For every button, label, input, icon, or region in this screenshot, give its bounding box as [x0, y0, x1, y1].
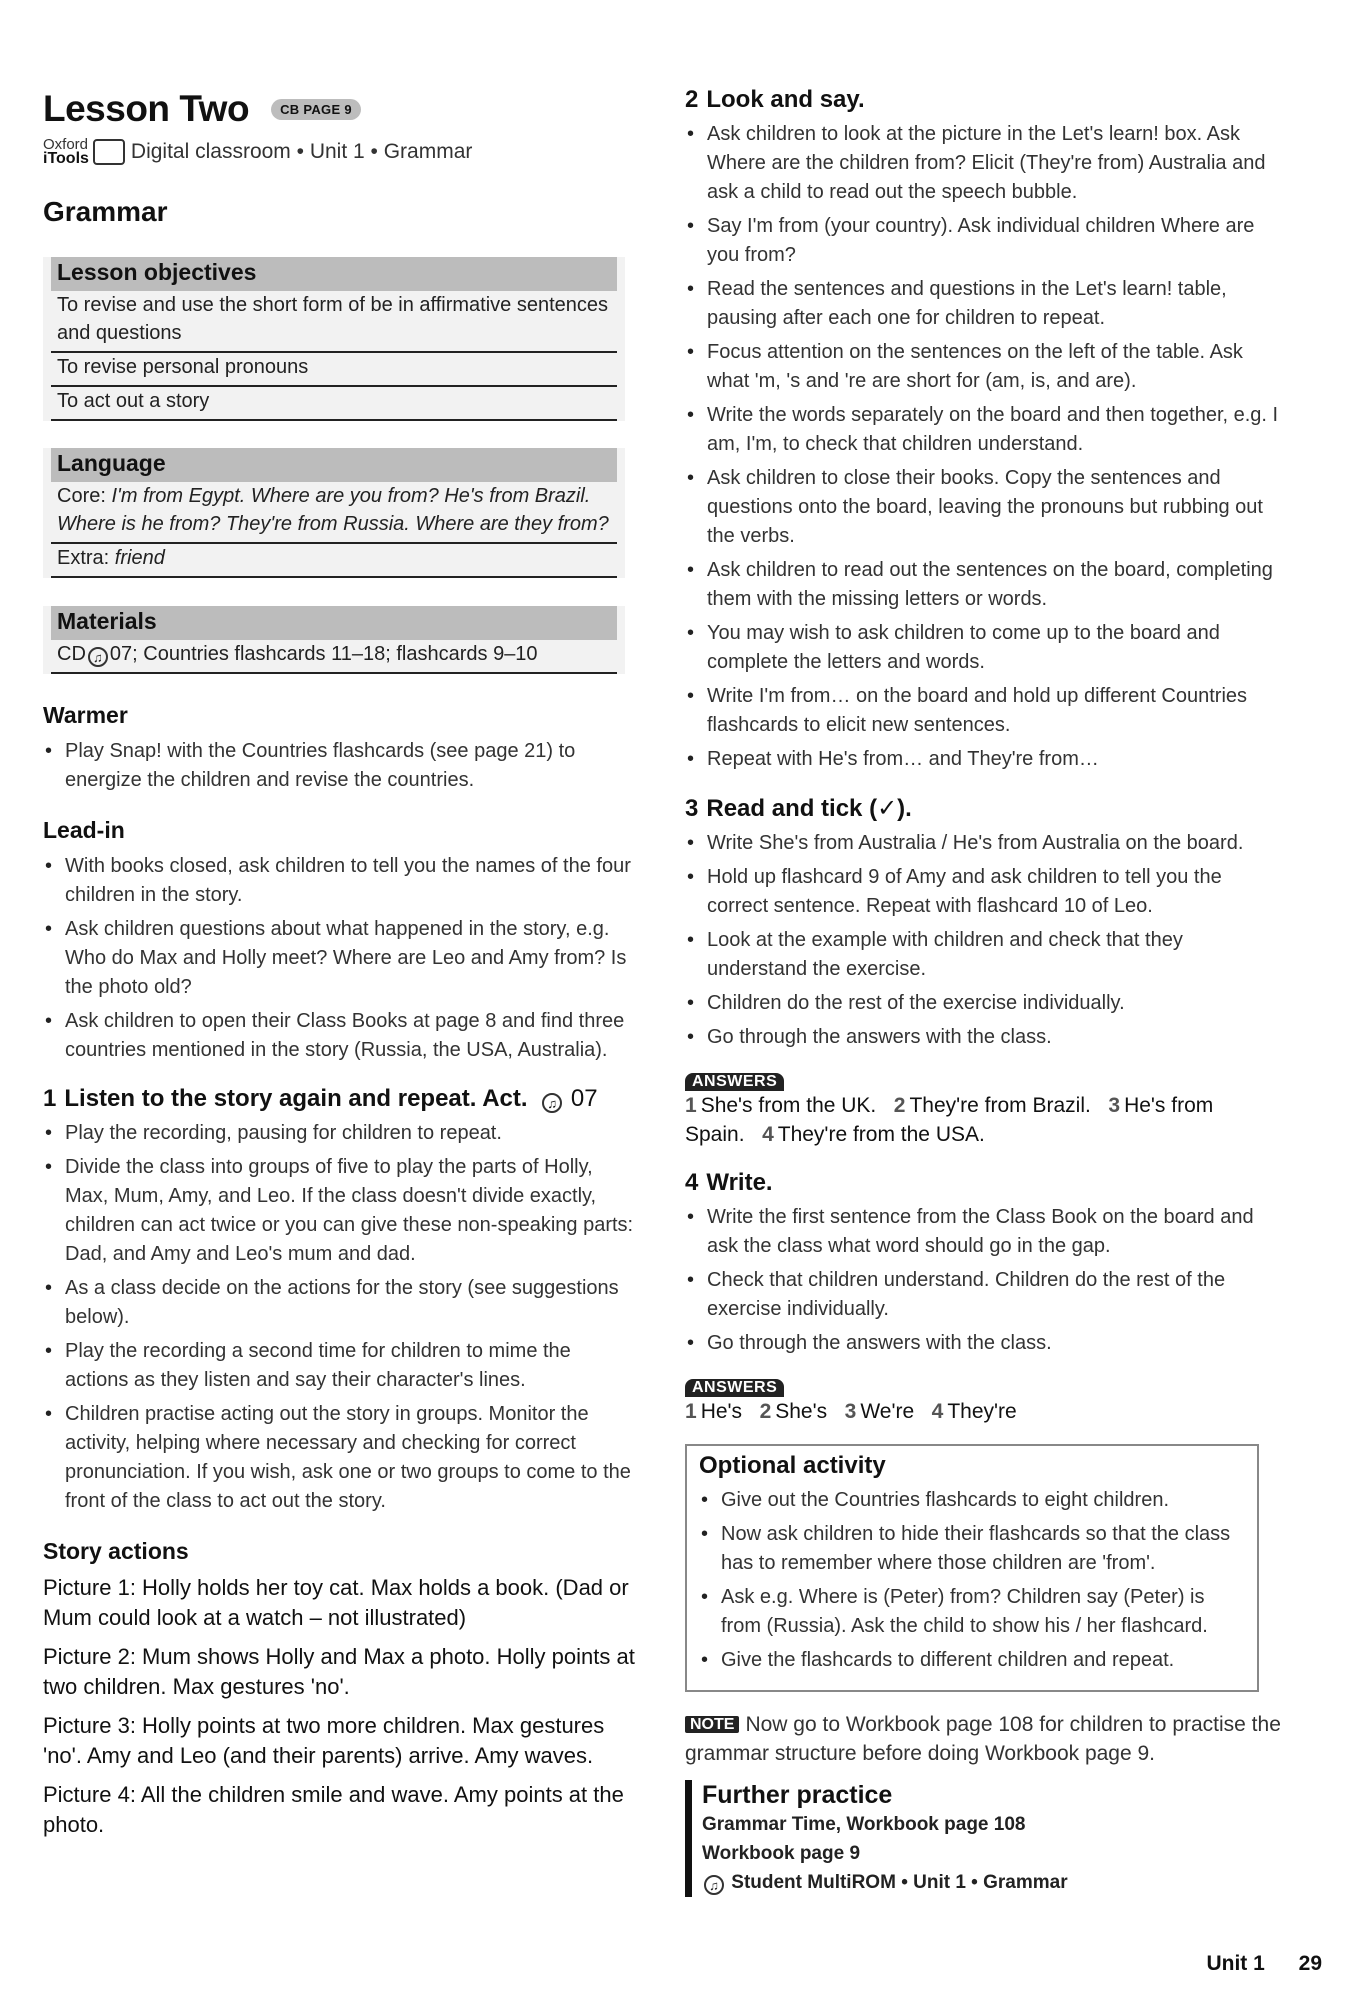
- exercise-4-heading: [685, 1169, 1285, 1197]
- language-core: [51, 482, 617, 544]
- list-item: • Ask children to close their books. Copy the sentences and questions onto the board, leaving the pronouns but rubbing out the verbs.: [685, 464, 1285, 551]
- story-actions: [43, 1573, 635, 1840]
- story-item: Picture 2: Mum shows Holly and Max a photo. Holly points at two children. Max gestures 'no'.: [43, 1644, 635, 1699]
- list-item: • Write I'm from… on the board and hold up different Countries flashcards to elicit new sentences.: [685, 682, 1285, 740]
- answer-text: They're from Brazil.: [909, 1094, 1091, 1117]
- leadin-list: [43, 852, 635, 1065]
- extra-label: Extra:: [57, 547, 115, 569]
- exercise-3-answers: [685, 1091, 1285, 1149]
- exercise-title: Write.: [706, 1169, 773, 1196]
- section-heading: Grammar: [43, 196, 168, 227]
- objective-row: To act out a story: [51, 387, 617, 421]
- screen-icon: [93, 139, 125, 165]
- further-practice-item: [702, 1868, 1285, 1897]
- answer-text: She's: [775, 1400, 828, 1423]
- list-item: • Ask children to open their Class Books at page 8 and find three countries mentioned in the story (Russia, the USA, Australia).: [43, 1007, 635, 1065]
- exercise-2-list: [685, 120, 1285, 774]
- cd-label: CD: [57, 643, 86, 665]
- list-item: • With books closed, ask children to tell you the names of the four children in the story.: [43, 852, 635, 910]
- answer-text: He's: [700, 1400, 743, 1423]
- list-item: • Write the words separately on the board and then together, e.g. I am, I'm, to check that children understand.: [685, 401, 1285, 459]
- answer-text: He's from Spain.: [685, 1094, 1214, 1146]
- materials-row: [51, 640, 617, 674]
- itools-logo: [43, 138, 89, 166]
- exercise-title: Look and say.: [706, 86, 865, 113]
- answer-text: They're: [947, 1400, 1017, 1423]
- page-footer: [1178, 1952, 1322, 1976]
- list-item: • Say I'm from (your country). Ask individual children Where are you from?: [685, 212, 1285, 270]
- exercise-1-list: [43, 1119, 635, 1516]
- story-heading: Story actions: [43, 1538, 189, 1564]
- list-item: • Go through the answers with the class.: [685, 1329, 1285, 1358]
- list-item: • Go through the answers with the class.: [685, 1023, 1285, 1052]
- answer-number: 2: [893, 1094, 906, 1117]
- note-text: Now go to Workbook page 108 for children to practise the grammar structure before doing Workbook page 9.: [685, 1713, 1281, 1765]
- title-row: [43, 88, 361, 130]
- list-item: • Children practise acting out the story in groups. Monitor the activity, helping where necessary and checking for correct pronunciation. If you wish, ask one or two groups to come to the front of the class to act out the story.: [43, 1400, 635, 1516]
- cd-icon: ♫: [88, 647, 108, 667]
- warmer-list: [43, 737, 635, 795]
- answer-text: They're from the USA.: [777, 1123, 985, 1146]
- exercise-4-list: [685, 1203, 1285, 1358]
- answer-number: 4: [762, 1123, 774, 1146]
- list-item: • Hold up flashcard 9 of Amy and ask children to tell you the correct sentence. Repeat with flashcard 10 of Leo.: [685, 863, 1285, 921]
- materials-box: [43, 606, 625, 674]
- lesson-title: Lesson Two: [43, 88, 250, 129]
- itools-text: Digital classroom • Unit 1 • Grammar: [130, 140, 473, 163]
- objective-row: To revise and use the short form of be in affirmative sentences and questions: [51, 291, 617, 353]
- exercise-3-list: [685, 829, 1285, 1052]
- track-number: 07: [570, 1085, 598, 1112]
- story-item: Picture 1: Holly holds her toy cat. Max holds a book. (Dad or Mum could look at a watch – not illustrated): [43, 1575, 629, 1630]
- list-item: • Now ask children to hide their flashcards so that the class has to remember where those children are 'from'.: [699, 1520, 1245, 1578]
- exercise-number: 3: [685, 795, 699, 822]
- answers-tag: ANSWERS: [685, 1073, 784, 1091]
- answer-number: 2: [759, 1400, 772, 1423]
- list-item: • As a class decide on the actions for the story (see suggestions below).: [43, 1274, 635, 1332]
- answer-text: We're: [860, 1400, 915, 1423]
- cb-page-badge: CB PAGE 9: [271, 99, 361, 120]
- further-practice-item: Grammar Time, Workbook page 108: [702, 1814, 1026, 1835]
- further-practice-item-text: Student MultiROM • Unit 1 • Grammar: [731, 1872, 1068, 1893]
- list-item: • Repeat with He's from… and They're from…: [685, 745, 1285, 774]
- optional-heading: Optional activity: [699, 1452, 886, 1479]
- answer-number: 1: [685, 1094, 697, 1117]
- page-number: 29: [1298, 1952, 1322, 1975]
- optional-activity-box: [685, 1444, 1259, 1692]
- language-box: [43, 448, 625, 578]
- list-item: • Divide the class into groups of five to play the parts of Holly, Max, Mum, Amy, and Leo. If the class doesn't divide exactly, children can act twice or you can give these non-speaking parts: Dad, and Amy and Leo's mum and dad.: [43, 1153, 635, 1269]
- further-practice: [685, 1780, 1285, 1897]
- objective-row: To revise personal pronouns: [51, 353, 617, 387]
- further-practice-item: Workbook page 9: [702, 1843, 861, 1864]
- exercise-2-heading: [685, 86, 1285, 114]
- leadin-heading: Lead-in: [43, 817, 125, 843]
- answer-number: 4: [931, 1400, 944, 1423]
- objectives-heading: Lesson objectives: [51, 257, 617, 291]
- story-item: Picture 3: Holly points at two more children. Max gestures 'no'. Amy and Leo (and their parents) arrive. Amy waves.: [43, 1713, 605, 1768]
- materials-heading: Materials: [51, 606, 617, 640]
- list-item: • You may wish to ask children to come up to the board and complete the letters and words.: [685, 619, 1285, 677]
- itools-brand-top: Oxford: [43, 136, 89, 153]
- list-item: • Play Snap! with the Countries flashcards (see page 21) to energize the children and revise the countries.: [43, 737, 635, 795]
- extra-text: friend: [114, 547, 165, 569]
- list-item: • Write She's from Australia / He's from Australia on the board.: [685, 829, 1285, 858]
- warmer-heading: Warmer: [43, 702, 128, 728]
- list-item: • Give out the Countries flashcards to eight children.: [699, 1486, 1245, 1515]
- exercise-number: 1: [43, 1085, 57, 1112]
- exercise-number: 4: [685, 1169, 699, 1196]
- list-item: • Write the first sentence from the Class Book on the board and ask the class what word should go in the gap.: [685, 1203, 1285, 1261]
- list-item: • Read the sentences and questions in the Let's learn! table, pausing after each one for children to repeat.: [685, 275, 1285, 333]
- answers-tag: ANSWERS: [685, 1379, 784, 1397]
- cd-icon: ♫: [542, 1093, 562, 1113]
- list-item: • Ask children questions about what happened in the story, e.g. Who do Max and Holly meet? Where are Leo and Amy from? Is the photo old?: [43, 915, 635, 1002]
- list-item: • Ask children to read out the sentences on the board, completing them with the missing letters or words.: [685, 556, 1285, 614]
- exercise-3-heading: [685, 794, 1285, 823]
- core-text: I'm from Egypt. Where are you from? He's from Brazil. Where is he from? They're from Russia. Where are they from?: [57, 485, 609, 535]
- note: [685, 1710, 1285, 1768]
- exercise-title: Read and tick (✓).: [706, 795, 912, 822]
- list-item: • Children do the rest of the exercise individually.: [685, 989, 1285, 1018]
- answer-number: 3: [1108, 1094, 1121, 1117]
- materials-text: 07; Countries flashcards 11–18; flashcards 9–10: [109, 643, 538, 665]
- exercise-4-answers: [685, 1397, 1285, 1426]
- list-item: • Give the flashcards to different children and repeat.: [699, 1646, 1245, 1675]
- answer-text: She's from the UK.: [700, 1094, 877, 1117]
- further-practice-heading: Further practice: [702, 1781, 893, 1809]
- list-item: • Look at the example with children and check that they understand the exercise.: [685, 926, 1285, 984]
- itools-row: [43, 138, 472, 166]
- language-extra: [51, 544, 617, 578]
- right-flow: [685, 64, 1285, 1897]
- left-flow: [43, 680, 635, 1849]
- list-item: • Play the recording a second time for children to mime the actions as they listen and say their character's lines.: [43, 1337, 635, 1395]
- objectives-box: [43, 257, 625, 421]
- cd-icon: ♫: [704, 1875, 724, 1895]
- language-heading: Language: [51, 448, 617, 482]
- story-item: Picture 4: All the children smile and wave. Amy points at the photo.: [43, 1782, 624, 1837]
- exercise-title: Listen to the story again and repeat. Act.: [64, 1085, 528, 1112]
- note-tag: NOTE: [685, 1716, 739, 1733]
- footer-unit: Unit 1: [1206, 1952, 1265, 1975]
- answer-number: 3: [844, 1400, 857, 1423]
- answer-number: 1: [685, 1400, 697, 1423]
- itools-brand-bottom: iTools: [43, 150, 89, 167]
- optional-list: [699, 1486, 1245, 1675]
- core-label: Core:: [57, 485, 112, 507]
- list-item: • Ask children to look at the picture in the Let's learn! box. Ask Where are the children from? Elicit (They're from) Australia and ask a child to read out the speech bubble.: [685, 120, 1285, 207]
- list-item: • Ask e.g. Where is (Peter) from? Children say (Peter) is from (Russia). Ask the child to show his / her flashcard.: [699, 1583, 1245, 1641]
- list-item: • Check that children understand. Children do the rest of the exercise individually.: [685, 1266, 1285, 1324]
- exercise-1-heading: [43, 1085, 635, 1113]
- list-item: • Play the recording, pausing for children to repeat.: [43, 1119, 635, 1148]
- list-item: • Focus attention on the sentences on the left of the table. Ask what 'm, 's and 're are short for (am, is, and are).: [685, 338, 1285, 396]
- exercise-number: 2: [685, 86, 699, 113]
